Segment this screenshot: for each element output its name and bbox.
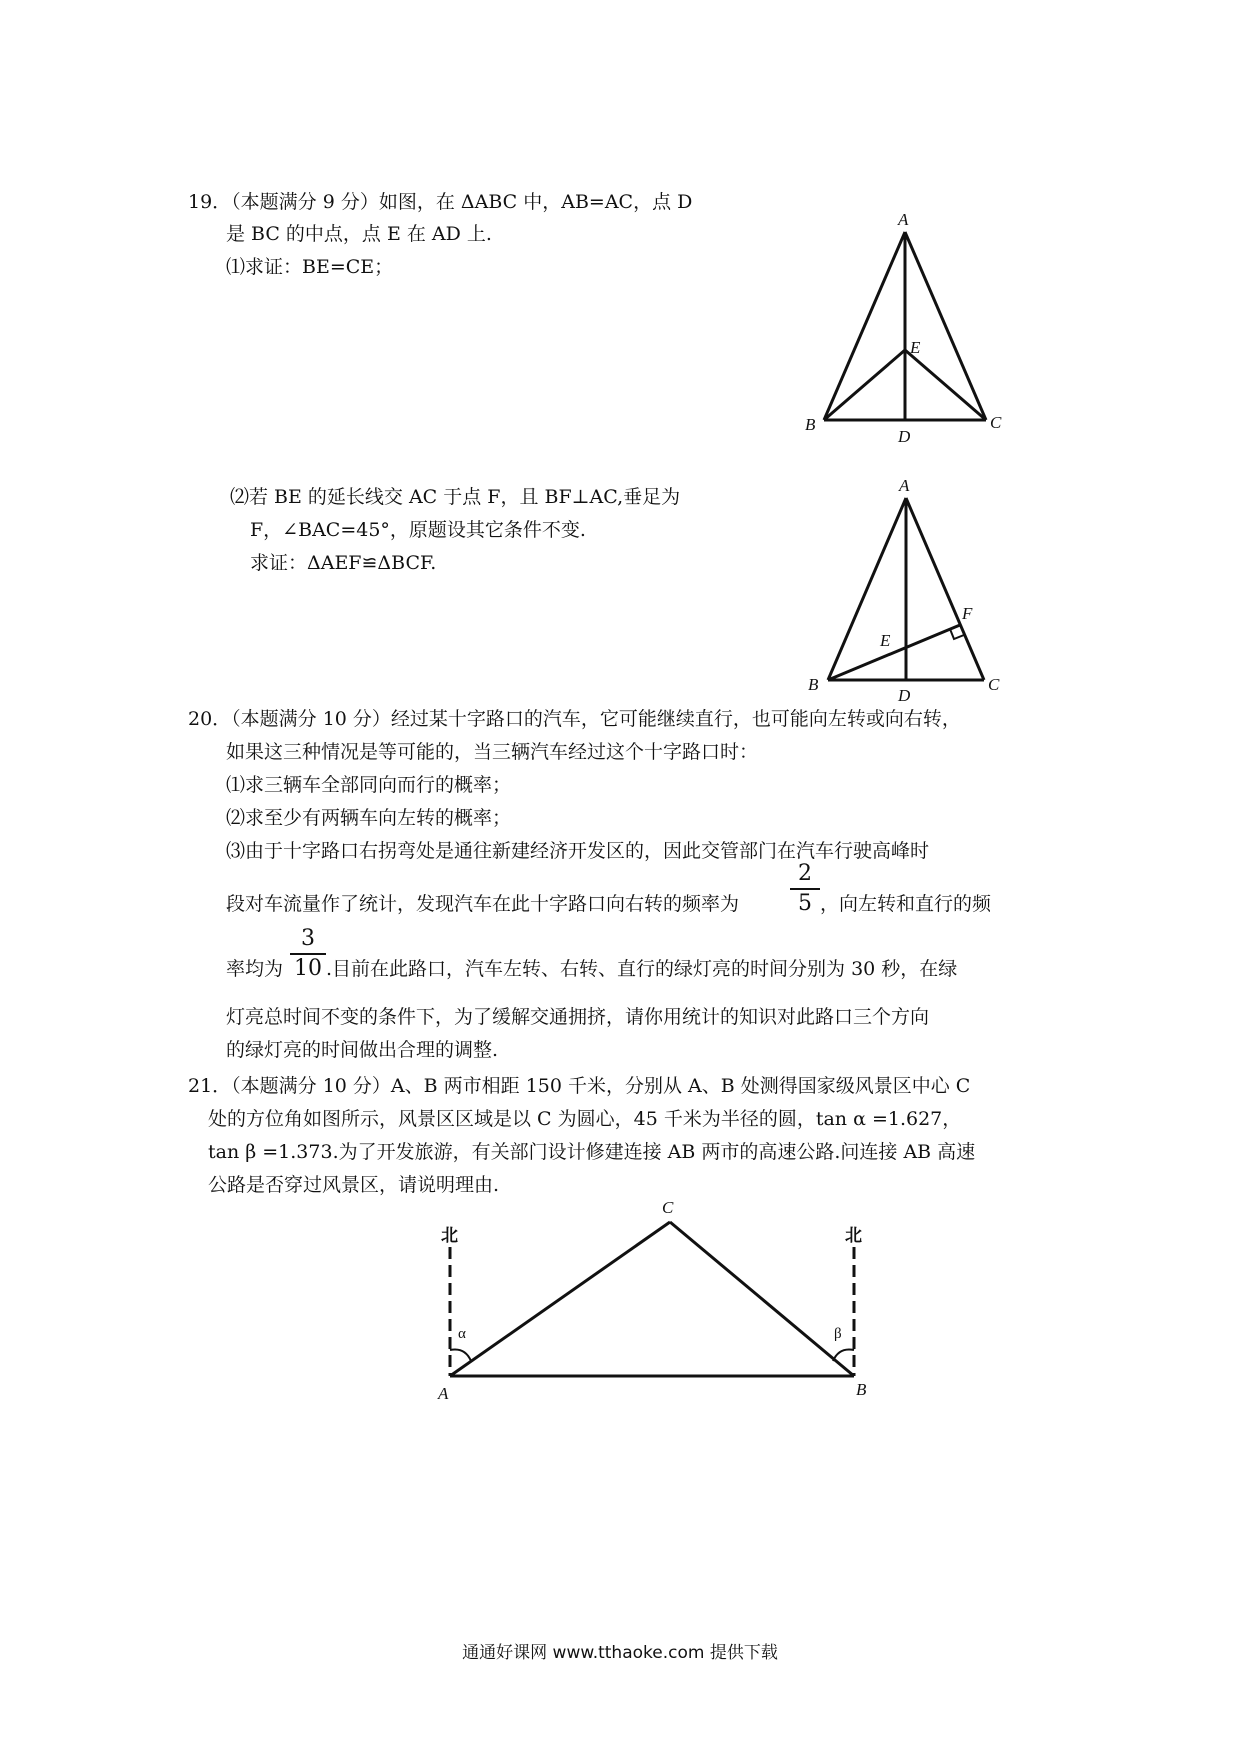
fig1-label-b: B [805, 415, 816, 434]
fig2-label-b: B [808, 675, 819, 694]
fig3-label-b: B [856, 1380, 867, 1399]
fig3-label-a: A [438, 1384, 449, 1403]
q20-part3-line5: 的绿灯亮的时间做出合理的调整. [226, 1039, 499, 1061]
q20-part3-line2a: 段对车流量作了统计，发现汽车在此十字路口向右转的频率为 [226, 893, 740, 915]
q21-line4: 公路是否穿过风景区，请说明理由. [208, 1174, 500, 1196]
fig2-label-c: C [988, 675, 1000, 694]
q20-part3-line4: 灯亮总时间不变的条件下，为了缓解交通拥挤，请你用统计的知识对此路口三个方向 [226, 1006, 930, 1028]
fig3-label-c: C [662, 1198, 674, 1217]
fraction-numerator: 2 [798, 861, 812, 886]
q20-part1: ⑴求三辆车全部同向而行的概率； [226, 774, 512, 796]
fig1-label-e: E [910, 338, 921, 357]
q21-line2: 处的方位角如图所示，风景区区域是以 C 为圆心，45 千米为半径的圆，tan α =1.627， [208, 1108, 962, 1130]
alpha-label: α [458, 1326, 466, 1342]
fig2-label-e: E [880, 631, 891, 650]
q21-figure [420, 1195, 890, 1414]
q20-part3-line1: ⑶由于十字路口右拐弯处是通往新建经济开发区的，因此交管部门在汽车行驶高峰时 [226, 840, 930, 862]
fig1-label-c: C [990, 413, 1002, 432]
q19-part1: ⑴求证：BE=CE； [226, 256, 394, 278]
footer: 通通好课网 www.tthaoke.com 提供下载 [462, 1643, 778, 1663]
q19-part2-line2: F，∠BAC=45°，原题设其它条件不变. [250, 519, 586, 541]
fraction-numerator: 3 [301, 926, 315, 951]
q19-line1: 19．（本题满分 9 分）如图，在 ΔABC 中，AB=AC，点 D [188, 191, 693, 213]
fig2-label-f: F [962, 604, 973, 623]
fig2-label-d: D [898, 686, 911, 705]
q19-line2: 是 BC 的中点，点 E 在 AD 上. [226, 223, 492, 245]
fig1-label-d: D [898, 427, 911, 446]
q19-part2-line3: 求证：ΔAEF≌ΔBCF. [250, 552, 437, 574]
q20-line2: 如果这三种情况是等可能的，当三辆汽车经过这个十字路口时： [226, 741, 759, 763]
q20-part3-line3b: .目前在此路口，汽车左转、右转、直行的绿灯亮的时间分别为 30 秒，在绿 [326, 958, 958, 980]
q19-part2-line1: ⑵若 BE 的延长线交 AC 于点 F，且 BF⊥AC,垂足为 [230, 486, 681, 508]
q21-line1: 21．（本题满分 10 分）A、B 两市相距 150 千米，分别从 A、B 处测得国家级风景区中心 C [188, 1075, 971, 1097]
fraction-denominator: 5 [798, 891, 812, 916]
q21-line3: tan β =1.373.为了开发旅游，有关部门设计修建连接 AB 两市的高速公路.问连接 AB 高速 [208, 1141, 976, 1163]
beta-label: β [834, 1326, 842, 1342]
q19-figure1 [800, 210, 1010, 454]
fig2-label-a: A [899, 478, 910, 495]
fraction-two-fifths [790, 862, 820, 916]
q19-figure2 [800, 478, 1020, 720]
north-label-b: 北 [845, 1226, 862, 1246]
q20-part3-line2b: ，向左转和直行的频 [820, 893, 992, 915]
q20-part3-line3a: 率均为 [226, 958, 284, 980]
fraction-three-tenths [290, 927, 326, 981]
fraction-denominator: 10 [294, 956, 322, 981]
north-label-a: 北 [441, 1226, 458, 1246]
q20-part2: ⑵求至少有两辆车向左转的概率； [226, 807, 512, 829]
fig1-label-a: A [898, 210, 909, 229]
q20-line1: 20．（本题满分 10 分）经过某十字路口的汽车，它可能继续直行，也可能向左转或向右转， [188, 708, 961, 730]
